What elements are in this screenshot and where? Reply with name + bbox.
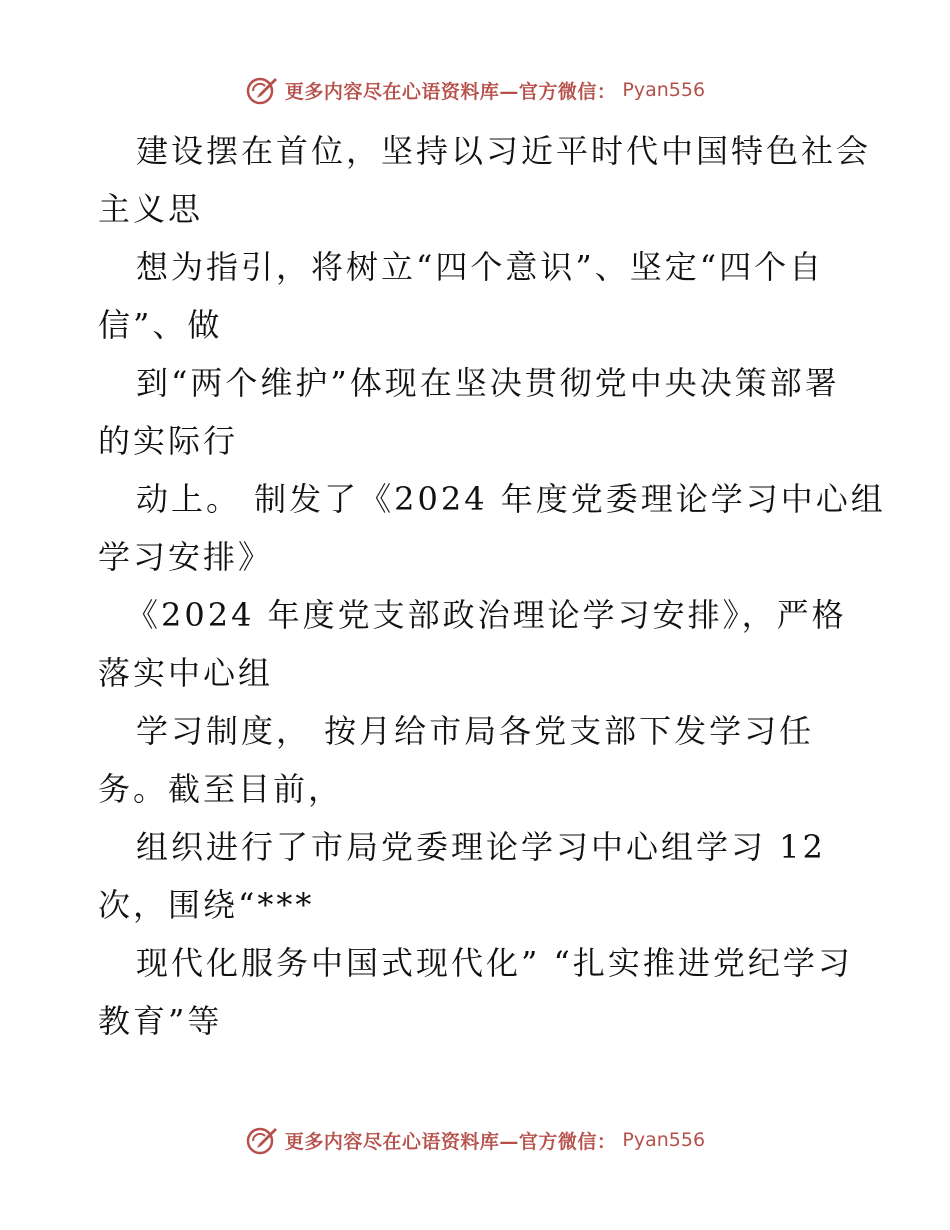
body-line: 务。截至目前， [98,770,344,808]
pen-logo-icon [245,1123,279,1157]
body-line: 信”、做 [98,306,223,344]
body-line: 的实际行 [98,422,239,460]
body-line: 学习安排》 [98,538,274,576]
body-line: 次，围绕“*** [98,886,315,924]
pen-logo-icon [245,73,279,107]
body-line: 《2024 年度党支部政治理论学习安排》，严格 [126,596,847,634]
body-line: 落实中心组 [98,654,274,692]
header-wechat-id: Pyan556 [622,79,706,101]
header-banner-inner [245,73,705,107]
body-line: 建设摆在首位，坚持以习近平时代中国特色社会 [136,132,872,170]
body-line: 现代化服务中国式现代化” “扎实推进党纪学习 [136,944,853,982]
footer-banner-inner [245,1123,705,1157]
body-line: 学习制度， 按月给市局各党支部下发学习任 [136,712,815,750]
header-banner-text: 更多内容尽在心语资料库—官方微信： [284,80,617,103]
footer-wechat-id: Pyan556 [622,1129,706,1151]
footer-banner [0,1120,950,1160]
body-line: 想为指引，将树立“四个意识”、坚定“四个自 [136,248,825,286]
body-line: 到“两个维护”体现在坚决贯彻党中央决策部署 [136,364,840,402]
footer-banner-text: 更多内容尽在心语资料库—官方微信： [284,1130,617,1153]
body-line: 动上。 制发了《2024 年度党委理论学习中心组 [136,480,886,518]
body-line: 主义思 [98,190,204,228]
document-body [98,122,898,1050]
body-line: 教育”等 [98,1002,223,1040]
header-banner [0,70,950,110]
body-line: 组织进行了市局党委理论学习中心组学习 12 [136,828,826,866]
